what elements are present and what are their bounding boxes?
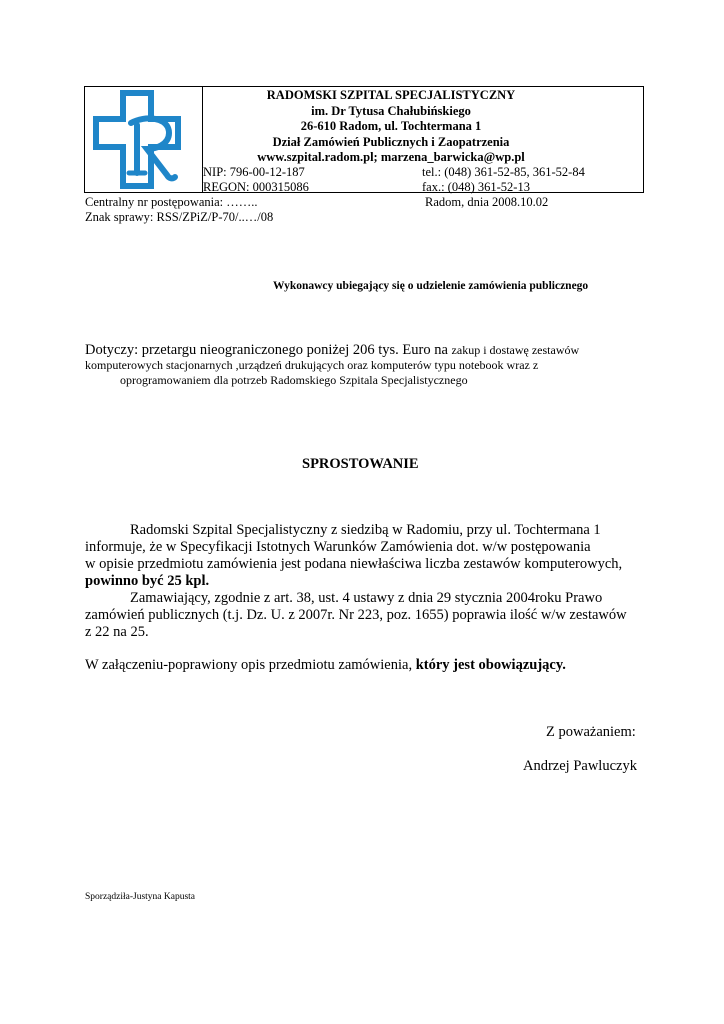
hospital-web-email: www.szpital.radom.pl; marzena_barwicka@wp.pl [257, 150, 525, 164]
subject-lead: Dotyczy: przetargu nieograniczonego poniżej 206 tys. Euro na [85, 342, 452, 358]
subject-lead-small: zakup i dostawę zestawów [451, 343, 580, 357]
subject-line-3: oprogramowaniem dla potrzeb Radomskiego Szpitala Specjalistycznego [120, 373, 468, 387]
document-title: SPROSTOWANIE [302, 456, 419, 472]
paragraph3 [85, 657, 566, 674]
letter-date: Radom, dnia 2008.10.02 [425, 195, 549, 209]
hospital-department: Dział Zamówień Publicznych i Zaopatrzenia [272, 135, 510, 149]
paragraph2-line1: Zamawiający, zgodnie z art. 38, ust. 4 ustawy z dnia 29 stycznia 2004roku Prawo [130, 590, 603, 606]
hospital-patron: im. Dr Tytusa Chałubińskiego [311, 104, 471, 118]
paragraph1-line2: informuje, że w Specyfikacji Istotnych Warunków Zamówienia dot. w/w postępowania [85, 539, 591, 555]
paragraph2-line2: zamówień publicznych (t.j. Dz. U. z 2007r. Nr 223, poz. 1655) poprawia ilość w/w zestawów [85, 607, 627, 623]
proceeding-number: Centralny nr postępowania: …….. [85, 195, 258, 209]
fax: fax.: (048) 361-52-13 [422, 180, 530, 194]
subject-line-2: komputerowych stacjonarnych ,urządzeń drukujących oraz komputerów typu notebook wraz z [85, 358, 539, 372]
paragraph3-text: W załączeniu-poprawiony opis przedmiotu zamówienia, [85, 657, 416, 673]
paragraph1-line1: Radomski Szpital Specjalistyczny z siedzibą w Radomiu, przy ul. Tochtermana 1 [130, 522, 601, 538]
paragraph1-line4: powinno być 25 kpl. [85, 573, 210, 589]
closing-regards: Z poważaniem: [546, 724, 636, 740]
telephone: tel.: (048) 361-52-85, 361-52-84 [422, 165, 585, 179]
prepared-by: Sporządziła-Justyna Kapusta [85, 892, 196, 902]
hospital-address: 26-610 Radom, ul. Tochtermana 1 [300, 119, 482, 133]
addressee: Wykonawcy ubiegający się o udzielenie zamówienia publicznego [273, 280, 589, 292]
case-number: Znak sprawy: RSS/ZPiZ/P-70/..…/08 [85, 210, 274, 224]
paragraph1-line3: w opisie przedmiotu zamówienia jest podana niewłaściwa liczba zestawów komputerowych, [85, 556, 623, 572]
signer-name: Andrzej Pawluczyk [523, 758, 637, 774]
logo-cell [85, 87, 203, 192]
regon: REGON: 000315086 [203, 180, 309, 194]
subject-line-1 [85, 341, 579, 359]
paragraph3-bold: który jest obowiązujący. [415, 657, 566, 673]
nip: NIP: 796-00-12-187 [203, 165, 305, 179]
hospital-name: RADOMSKI SZPITAL SPECJALISTYCZNY [266, 88, 516, 102]
paragraph2-line3: z 22 na 25. [85, 624, 149, 640]
hospital-cross-r-logo-icon [85, 87, 202, 192]
